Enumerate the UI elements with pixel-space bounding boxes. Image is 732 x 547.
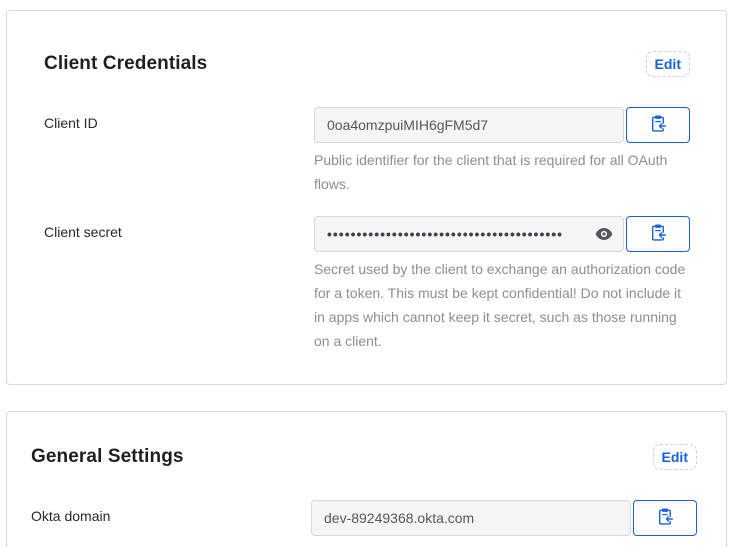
edit-general-settings-link[interactable]: Edit [661, 449, 688, 465]
copy-client-secret-button[interactable] [626, 216, 690, 252]
client-credentials-card [6, 10, 727, 385]
page [0, 10, 732, 547]
clipboard-copy-icon [650, 224, 666, 244]
okta-domain-row [31, 500, 697, 536]
okta-domain-label: Okta domain [31, 508, 111, 524]
client-id-field [314, 107, 690, 196]
clipboard-copy-icon [650, 115, 666, 135]
general-settings-card [6, 411, 727, 547]
client-id-row [44, 107, 690, 196]
eye-icon [595, 228, 613, 243]
client-id-help-text: Public identifier for the client that is required for all OAuth flows. [314, 152, 668, 192]
general-settings-header [31, 444, 697, 470]
edit-client-credentials-link[interactable]: Edit [654, 56, 681, 72]
reveal-secret-button[interactable] [591, 226, 613, 243]
client-secret-field [314, 216, 690, 353]
edit-focus-ring [653, 444, 697, 470]
copy-okta-domain-button[interactable] [633, 500, 697, 536]
client-credentials-header [44, 51, 690, 77]
edit-focus-ring [646, 51, 690, 77]
copy-client-id-button[interactable] [626, 107, 690, 143]
okta-domain-value: dev-89249368.okta.com [324, 510, 475, 526]
client-secret-value-box[interactable] [314, 216, 624, 252]
clipboard-copy-icon [657, 508, 673, 528]
client-credentials-title: Client Credentials [44, 53, 208, 74]
client-secret-masked-value: •••••••••••••••••••••••••••••••••••••••• [327, 226, 564, 242]
client-secret-label: Client secret [44, 224, 122, 240]
client-secret-help-text: Secret used by the client to exchange an authorization code for a token. This must be kept confidential! Do not include it in apps which cannot keep it secret, such as those running on a client. [314, 261, 686, 349]
okta-domain-value-box[interactable] [311, 500, 631, 536]
general-settings-title: General Settings [31, 446, 184, 467]
client-id-value: 0oa4omzpuiMIH6gFM5d7 [327, 117, 489, 133]
client-id-label: Client ID [44, 115, 98, 131]
client-secret-row [44, 216, 690, 353]
client-id-value-box[interactable] [314, 107, 624, 143]
okta-domain-field [311, 500, 697, 536]
